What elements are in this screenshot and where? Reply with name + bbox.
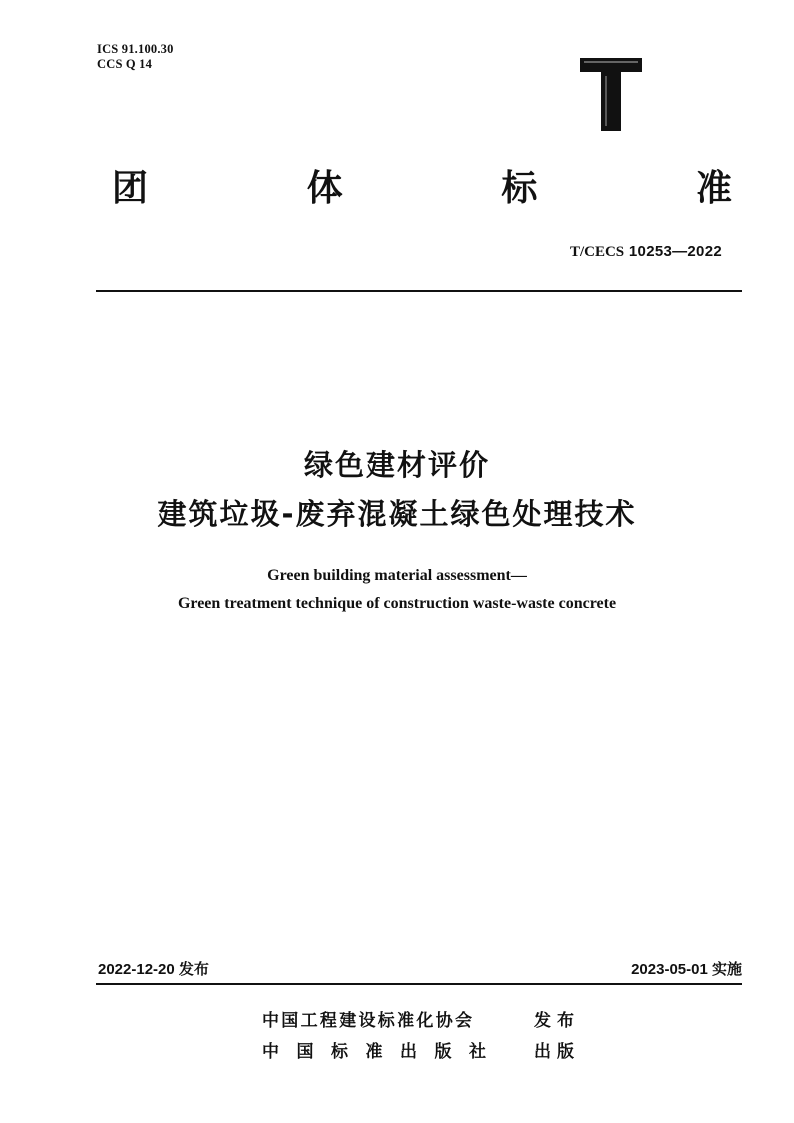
classification-codes [97,42,174,72]
standard-code-number: 10253—2022 [628,243,722,260]
publisher-org1: 中国工程建设标准化协会 [262,1011,475,1031]
standard-code [570,242,722,261]
title-en-line2: Green treatment technique of construction waste-waste concrete [177,595,617,612]
implementation-date: 2023-05-01 实施 [631,961,742,978]
publisher-org1-action: 发布 [534,1011,580,1031]
ccs-code: CCS Q 14 [97,57,153,71]
top-divider [96,290,742,292]
title-cn-line1: 绿色建材评价 [303,448,490,482]
bottom-divider [96,983,742,985]
std-kind-char-3: 标 [501,168,538,209]
issue-date: 2022-12-20 发布 [98,961,209,978]
title-en-line1: Green building material assessment— [267,567,527,584]
std-kind-char-1: 团 [112,168,149,209]
publisher-org2: 中国标准出版社 [262,1042,504,1062]
title-cn-line2: 建筑垃圾-废弃混凝土绿色处理技术 [157,497,637,531]
ics-code: ICS 91.100.30 [97,42,174,56]
standard-type-heading [112,166,732,212]
standard-code-prefix: T/CECS [569,244,625,260]
std-kind-char-4: 准 [695,168,732,209]
std-kind-char-2: 体 [306,168,343,209]
standard-t-mark-icon [578,56,644,132]
publisher-org2-action: 出版 [534,1042,580,1062]
